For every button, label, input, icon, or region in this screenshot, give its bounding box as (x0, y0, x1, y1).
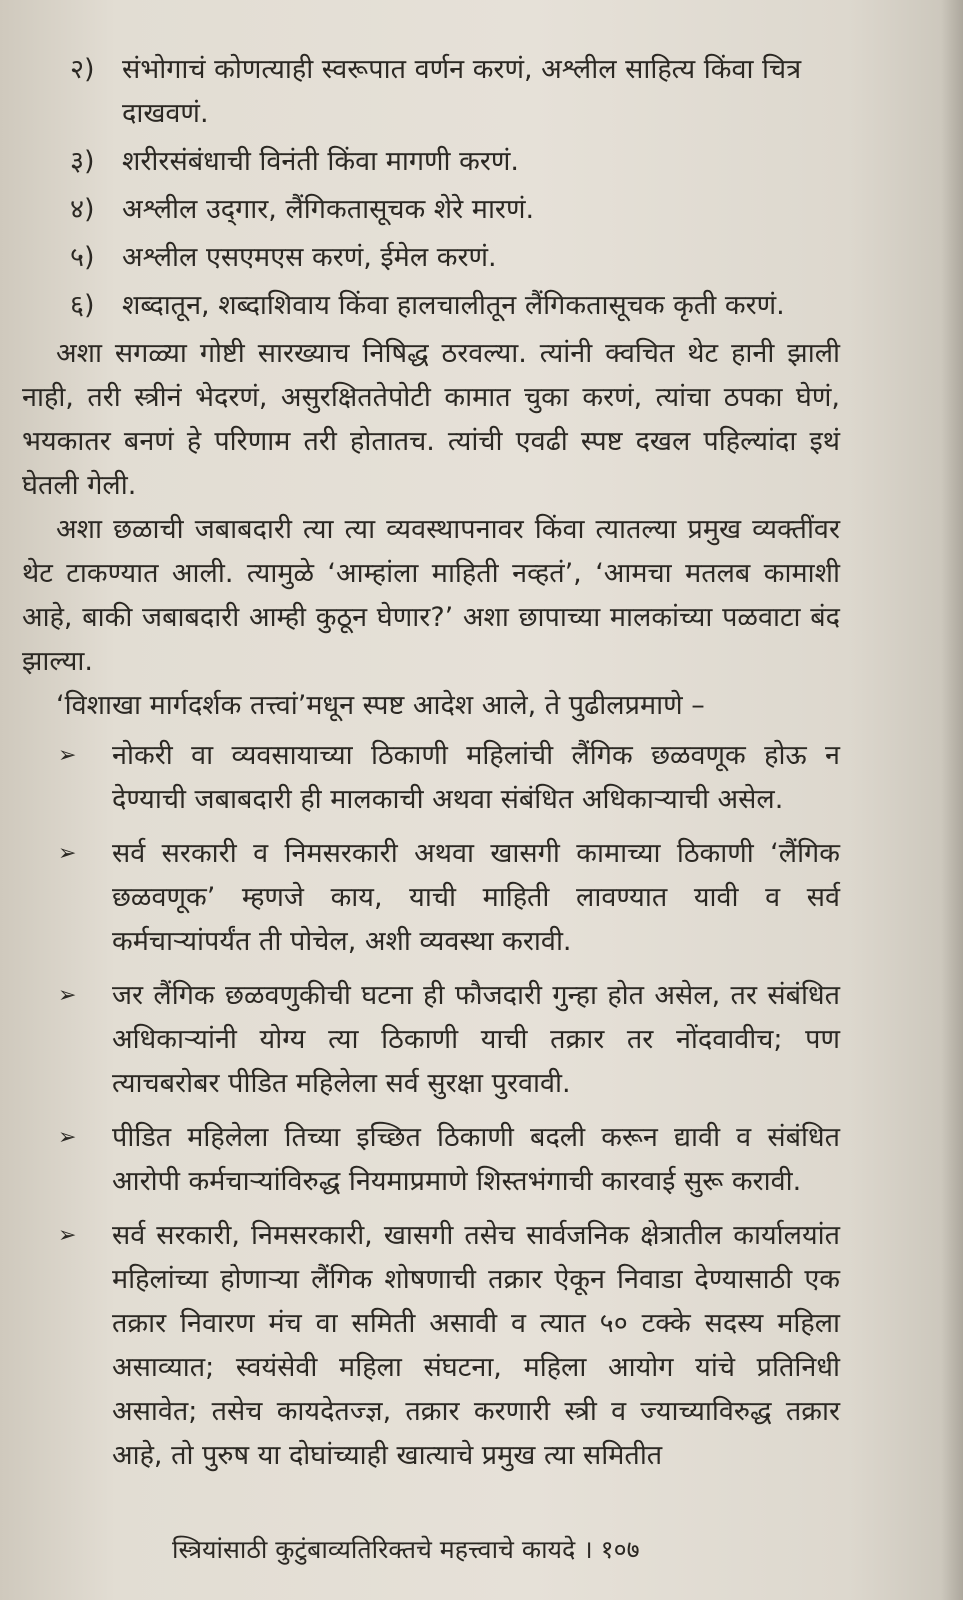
body-paragraph: अशा छळाची जबाबदारी त्या त्या व्यवस्थापनावर किंवा त्यातल्या प्रमुख व्यक्तींवर थेट टाकण्यात आली. त्यामुळे ‘आम्हांला माहिती नव्हतं’, ‘आमचा मतलब कामाशी आहे, बाकी जबाबदारी आम्ही कुठून घेणार?’ अशा छापाच्या मालकांच्या पळवाटा बंद झाल्या. (22, 514, 840, 677)
arrow-bullet-icon: ➢ (58, 1125, 77, 1150)
list-item (22, 236, 840, 280)
bullet-item (22, 1214, 840, 1478)
item-text: संभोगाचं कोणत्याही स्वरूपात वर्णन करणं, अश्लील साहित्य किंवा चित्र दाखवणं. (122, 54, 802, 129)
bullet-text: जर लैंगिक छळवणुकीची घटना ही फौजदारी गुन्हा होत असेल, तर संबंधित अधिकाऱ्यांनी योग्य त्या ठिकाणी याची तक्रार तर नोंदवावीच; पण त्याचबरोबर पीडित महिलेला सर्व सुरक्षा पुरवावी. (112, 980, 840, 1099)
item-text: शरीरसंबंधाची विनंती किंवा मागणी करणं. (122, 146, 520, 177)
item-number: ३) (70, 146, 95, 177)
list-item (22, 140, 840, 184)
bullet-text: नोकरी वा व्यवसायाच्या ठिकाणी महिलांची लैंगिक छळवणूक होऊ न देण्याची जबाबदारी ही मालकाची अथवा संबंधित अधिकाऱ्याची असेल. (112, 740, 840, 815)
list-item (22, 284, 840, 328)
body-paragraph: ‘विशाखा मार्गदर्शक तत्त्वां’मधून स्पष्ट आदेश आले, ते पुढीलप्रमाणे – (56, 690, 705, 721)
item-number: ५) (70, 242, 95, 273)
arrow-bullet-icon: ➢ (58, 983, 77, 1008)
item-number: २) (70, 54, 95, 85)
item-text: शब्दातून, शब्दाशिवाय किंवा हालचालीतून लैंगिकतासूचक कृती करणं. (122, 290, 785, 321)
list-item (22, 188, 840, 232)
arrow-bullet-icon: ➢ (58, 743, 77, 768)
bullet-text: पीडित महिलेला तिच्या इच्छित ठिकाणी बदली करून द्यावी व संबंधित आरोपी कर्मचाऱ्यांविरुद्ध नियमाप्रमाणे शिस्तभंगाची कारवाई सुरू करावी. (112, 1122, 840, 1197)
item-number: ६) (70, 290, 95, 321)
arrow-bullet-icon: ➢ (58, 841, 77, 866)
bullet-item (22, 734, 840, 822)
page-content (22, 48, 840, 1488)
numbered-list (22, 48, 840, 328)
bullet-item (22, 832, 840, 964)
item-text: अश्लील एसएमएस करणं, ईमेल करणं. (122, 242, 497, 273)
body-paragraph: अशा सगळ्या गोष्टी सारख्याच निषिद्ध ठरवल्या. त्यांनी क्वचित थेट हानी झाली नाही, तरी स्त्रीनं भेदरणं, असुरक्षिततेपोटी कामात चुका करणं, त्यांचा ठपका घेणं, भयकातर बनणं हे परिणाम तरी होतातच. त्यांची एवढी स्पष्ट दखल पहिल्यांदा इथं घेतली गेली. (22, 338, 840, 501)
bullet-text: सर्व सरकारी, निमसरकारी, खासगी तसेच सार्वजनिक क्षेत्रातील कार्यालयांत महिलांच्या होणाऱ्या लैंगिक शोषणाची तक्रार ऐकून निवाडा देण्यासाठी एक तक्रार निवारण मंच वा समिती असावी व त्यात ५० टक्के सदस्य महिला असाव्यात; स्वयंसेवी महिला संघटना, महिला आयोग यांचे प्रतिनिधी असावेत; तसेच कायदेतज्ज्ञ, तक्रार करणारी स्त्री व ज्याच्याविरुद्ध तक्रार आहे, तो पुरुष या दोघांच्याही खात्याचे प्रमुख त्या समितीत (112, 1220, 840, 1471)
item-number: ४) (70, 194, 95, 225)
bullet-list (22, 734, 840, 1478)
item-text: अश्लील उद्‌गार, लैंगिकतासूचक शेरे मारणं. (122, 194, 535, 225)
arrow-bullet-icon: ➢ (58, 1223, 77, 1248)
list-item (22, 48, 840, 136)
bullet-item (22, 1116, 840, 1204)
bullet-text: सर्व सरकारी व निमसरकारी अथवा खासगी कामाच्या ठिकाणी ‘लैंगिक छळवणूक’ म्हणजे काय, याची माहिती लावण्यात यावी व सर्व कर्मचाऱ्यांपर्यंत ती पोचेल, अशी व्यवस्था करावी. (112, 838, 840, 957)
page-footer: स्त्रियांसाठी कुटुंबाव्यतिरिक्तचे महत्त्वाचे कायदे । १०७ (172, 1535, 640, 1564)
bullet-item (22, 974, 840, 1106)
